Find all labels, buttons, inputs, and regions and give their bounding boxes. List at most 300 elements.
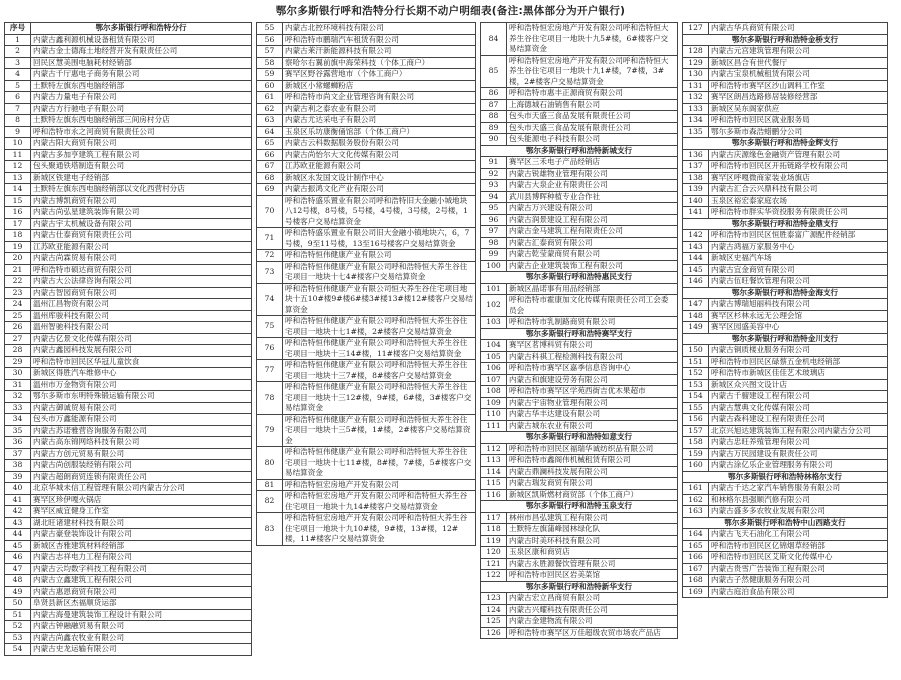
table-row <box>683 368 888 380</box>
row-index: 56 <box>257 34 283 46</box>
row-index: 118 <box>481 524 507 536</box>
row-index: 77 <box>257 360 283 382</box>
branch-section-row <box>481 272 678 284</box>
row-index: 37 <box>5 448 31 460</box>
row-index: 102 <box>481 295 507 317</box>
row-index: 135 <box>683 126 709 138</box>
table-row <box>481 283 678 295</box>
table-row <box>683 195 888 207</box>
row-index: 12 <box>5 161 31 173</box>
branch-section-row <box>683 34 888 46</box>
table-row <box>683 23 888 35</box>
account-name: 土默特左旗东西电脑经销部以文化西营村分店 <box>31 184 252 196</box>
account-name: 内蒙古华兵商贸有限公司 <box>709 23 888 35</box>
table-row <box>481 363 678 375</box>
row-index: 101 <box>481 283 507 295</box>
account-name: 内蒙古北控环境科技有限公司 <box>283 23 476 35</box>
row-index: 66 <box>257 149 283 161</box>
table-row <box>683 310 888 322</box>
table-row <box>257 149 476 161</box>
row-index: 81 <box>257 479 283 491</box>
table-row <box>683 575 888 587</box>
table-row <box>683 276 888 288</box>
table-row <box>5 632 252 644</box>
table-row <box>257 138 476 150</box>
account-name: 内蒙古尚霖贸易有限公司 <box>31 253 252 265</box>
account-name: 呼和浩特恒伟健康产业有限公司呼和浩特恒大养生谷住宅项目一地块十三14#楼，11#楼客户交易结算资金 <box>283 338 476 360</box>
table-row <box>481 134 678 146</box>
row-index: 123 <box>481 593 507 605</box>
table-row <box>683 57 888 69</box>
row-index: 63 <box>257 115 283 127</box>
table-row <box>683 414 888 426</box>
account-name: 内蒙古方行驰电子有限公司 <box>31 103 252 115</box>
row-index: 42 <box>5 506 31 518</box>
row-index: 28 <box>5 345 31 357</box>
account-name: 温州江昌物资有限公司 <box>31 299 252 311</box>
row-index: 31 <box>5 379 31 391</box>
account-name: 呼和浩特市回民区华冠儿童饮食 <box>31 356 252 368</box>
row-index: 87 <box>481 99 507 111</box>
row-index: 95 <box>481 203 507 215</box>
account-name: 内蒙古史龙运输有限公司 <box>31 644 252 656</box>
row-index: 17 <box>5 218 31 230</box>
row-index: 107 <box>481 374 507 386</box>
row-index: 14 <box>5 184 31 196</box>
column-2 <box>256 22 476 546</box>
table-row <box>5 391 252 403</box>
table-row <box>5 80 252 92</box>
account-name: 北京兴旭达建筑装饰工程有限公司内蒙古分公司 <box>709 425 888 437</box>
account-name: 内蒙古振鸿文化产业有限公司 <box>283 184 476 196</box>
table-row <box>257 69 476 81</box>
table-row <box>5 264 252 276</box>
row-index: 58 <box>257 57 283 69</box>
table-row <box>481 409 678 421</box>
table-row <box>5 425 252 437</box>
row-index: 142 <box>683 230 709 242</box>
table-row <box>481 374 678 386</box>
table-row <box>683 379 888 391</box>
row-index: 124 <box>481 604 507 616</box>
account-name: 呼和浩特市永之河商贸有限责任公司 <box>31 126 252 138</box>
row-index: 5 <box>5 80 31 92</box>
account-name: 赛罕区野谷露营地市（个体工商户） <box>283 69 476 81</box>
table-row <box>5 437 252 449</box>
account-name: 玉泉区康和商贸店 <box>507 547 678 559</box>
row-index: 130 <box>683 69 709 81</box>
row-index: 9 <box>5 126 31 138</box>
table-row <box>5 69 252 81</box>
row-index: 6 <box>5 92 31 104</box>
row-index: 22 <box>5 276 31 288</box>
table-row <box>257 161 476 173</box>
table-row <box>257 172 476 184</box>
table-row <box>5 356 252 368</box>
table-row <box>5 586 252 598</box>
account-name: 新城区小常螺蛳粉店 <box>283 80 476 92</box>
table-row <box>481 237 678 249</box>
branch-name: 鄂尔多斯银行呼和浩特中山西路支行 <box>683 517 888 529</box>
table-row <box>257 414 476 447</box>
account-name: 内蒙古万兴建设有限公司 <box>507 203 678 215</box>
row-index: 27 <box>5 333 31 345</box>
account-name: 赛罕区朗昌选路修居装修经营部 <box>709 92 888 104</box>
account-name: 湖北旺诸建材科技有限公司 <box>31 517 252 529</box>
account-name: 内蒙古博凯商贸有限公司 <box>31 195 252 207</box>
table-row <box>5 218 252 230</box>
table-row <box>257 80 476 92</box>
account-name: 内蒙古大泉企业有限责任公司 <box>507 180 678 192</box>
row-index: 146 <box>683 276 709 288</box>
table-row <box>5 276 252 288</box>
account-name: 内蒙古汇泰商贸有限公司 <box>507 237 678 249</box>
account-name: 新城区昌合有世代餐厅 <box>709 57 888 69</box>
row-index: 166 <box>683 552 709 564</box>
row-index: 156 <box>683 414 709 426</box>
account-name: 呼和浩特市鑫阁伟机械租赁有限公司 <box>507 455 678 467</box>
table-row <box>257 126 476 138</box>
branch-name: 鄂尔多斯银行呼和浩特金桥支行 <box>683 34 888 46</box>
account-name: 内蒙古鑫园科技发展有限公司 <box>31 345 252 357</box>
table-row <box>5 609 252 621</box>
account-name: 呼和浩特市霍康加文化传媒有限责任公司工会委员会 <box>507 295 678 317</box>
account-name: 内蒙古钟融融贸易有限公司 <box>31 621 252 633</box>
account-name: 内蒙古尚创服装经销有限公司 <box>31 460 252 472</box>
row-index: 126 <box>481 627 507 639</box>
branch-name: 鄂尔多斯银行呼和浩特金川支行 <box>683 333 888 345</box>
table-column-4 <box>682 22 888 598</box>
account-name: 内蒙古阳大商贸有限公司 <box>31 138 252 150</box>
row-index: 140 <box>683 195 709 207</box>
row-index: 33 <box>5 402 31 414</box>
account-name: 温州市万金物资有限公司 <box>31 379 252 391</box>
account-name: 呼和浩特恒宏房地产开发有限公司呼和浩特恒大养生谷住宅项目一地块十九10#楼，9#楼，13#楼，12#楼，11#楼客户交易结算资金 <box>283 513 476 546</box>
account-name: 内蒙古利之泰农业有限公司 <box>283 103 476 115</box>
account-name: 土默特左旗东西电脑经销部 <box>31 80 252 92</box>
row-index: 104 <box>481 340 507 352</box>
table-row <box>5 552 252 564</box>
table-row <box>5 322 252 334</box>
row-index: 111 <box>481 420 507 432</box>
account-name: 内蒙古金士德海土地经营开发有限责任公司 <box>31 46 252 58</box>
account-name: 包头市万鑫能源有限公司 <box>31 414 252 426</box>
account-name: 内蒙古智园商贸有限公司 <box>31 287 252 299</box>
row-index: 122 <box>481 570 507 582</box>
table-row <box>481 168 678 180</box>
account-name: 呼和浩特市赛罕区万佳超级农贸市场农产品店 <box>507 627 678 639</box>
branch-name: 鄂尔多斯银行呼和浩特新城支行 <box>481 145 678 157</box>
account-name: 新城区众兴图文设计店 <box>709 379 888 391</box>
column-3-rows <box>481 23 678 639</box>
table-row <box>5 402 252 414</box>
account-name: 内蒙古永胜源餐饮管理有限公司 <box>507 558 678 570</box>
account-name: 内蒙古元宫建筑管理有限公司 <box>709 46 888 58</box>
row-index: 3 <box>5 57 31 69</box>
row-index: 7 <box>5 103 31 115</box>
account-name: 内蒙古莱汗新能源科技有限公司 <box>283 46 476 58</box>
row-index: 44 <box>5 529 31 541</box>
table-row <box>5 287 252 299</box>
account-name: 呼和浩特恒伟健康产业有限公司呼和浩特恒大养生谷住宅项目一地块十七11#楼，8#楼，7#楼，5#楼客户交易结算资金 <box>283 447 476 480</box>
account-name: 内蒙古庭泊食品有限公司 <box>709 586 888 598</box>
table-row <box>257 195 476 228</box>
table-row <box>481 420 678 432</box>
row-index: 43 <box>5 517 31 529</box>
account-name: 呼和浩特恒伟健康产业有限公司呼和浩特恒大养生谷住宅项目一地块十七4#楼客户交易结算资金 <box>283 261 476 283</box>
table-row <box>257 261 476 283</box>
account-name: 呼和浩特市回民区艾斯文化传媒中心 <box>709 552 888 564</box>
table-row <box>481 122 678 134</box>
account-name: 内蒙古高东锦网络科技有限公司 <box>31 437 252 449</box>
account-name: 内蒙古城东农业有限公司 <box>507 420 678 432</box>
account-name: 呼和浩特市回民区碌蔡五金机电经销部 <box>709 356 888 368</box>
row-index: 91 <box>481 157 507 169</box>
account-name: 内蒙古尚鑫农牧业有限公司 <box>31 632 252 644</box>
row-index: 64 <box>257 126 283 138</box>
account-name: 赛罕区园盛美容中心 <box>709 322 888 334</box>
account-name: 赛罕区威宜健身工作室 <box>31 506 252 518</box>
branch-section-row <box>683 138 888 150</box>
column-1-rows <box>5 34 252 655</box>
account-name: 林州市昌弘建筑工程有限公司 <box>507 512 678 524</box>
account-name: 内蒙古力量电子有限公司 <box>31 92 252 104</box>
row-index: 159 <box>683 448 709 460</box>
table-row <box>481 535 678 547</box>
table-row <box>481 478 678 490</box>
row-index: 154 <box>683 391 709 403</box>
row-index: 45 <box>5 540 31 552</box>
row-index: 46 <box>5 552 31 564</box>
account-name: 内蒙古宇太机械设备有限公司 <box>31 218 252 230</box>
account-name: 内蒙古慧典文化传媒有限公司 <box>709 402 888 414</box>
table-row <box>5 57 252 69</box>
account-name: 温州库骏科技有限公司 <box>31 310 252 322</box>
account-name: 内蒙古苏诺雅营咨询服务有限公司 <box>31 425 252 437</box>
row-index: 35 <box>5 425 31 437</box>
row-index: 88 <box>481 111 507 123</box>
account-name: 呼和浩特市回民区福瑞华诚纺织品有限公司 <box>507 443 678 455</box>
row-index: 129 <box>683 57 709 69</box>
table-row <box>481 214 678 226</box>
row-index: 15 <box>5 195 31 207</box>
row-index: 50 <box>5 598 31 610</box>
column-3 <box>480 22 678 639</box>
table-row <box>5 471 252 483</box>
table-row <box>683 402 888 414</box>
row-index: 152 <box>683 368 709 380</box>
table-row <box>481 604 678 616</box>
page-title: 鄂尔多斯银行呼和浩特分行长期不动户明细表(备注:黑体部分为开户银行) <box>275 5 626 17</box>
account-name: 呼和浩特盛乐置业有限公司呼和浩特旧大金融小城地块八12号楼，8号楼，5号楼，4号楼，3号楼，2号楼，1号楼客户交易结算资金 <box>283 195 476 228</box>
account-name: 北京华城未信工程管理有限公司内蒙古分公司 <box>31 483 252 495</box>
table-row <box>683 241 888 253</box>
account-name: 赛罕区三禾电子产品经销店 <box>507 157 678 169</box>
account-name: 玉泉区乐坊康衡俑馆部（个体工商户） <box>283 126 476 138</box>
account-name: 呼和浩特市回民区岩美菜馆 <box>507 570 678 582</box>
table-row <box>5 230 252 242</box>
table-row <box>683 494 888 506</box>
account-name: 内蒙古志祥电力工程有限公司 <box>31 552 252 564</box>
row-index: 80 <box>257 447 283 480</box>
row-index: 51 <box>5 609 31 621</box>
row-index: 25 <box>5 310 31 322</box>
account-name: 新城区凯斯燃材商贸部（个体工商户） <box>507 489 678 501</box>
account-name: 包头市天盛三食品发展有限责任公司 <box>507 111 678 123</box>
row-index: 11 <box>5 149 31 161</box>
table-row <box>5 241 252 253</box>
table-row <box>683 563 888 575</box>
row-index: 165 <box>683 540 709 552</box>
row-index: 10 <box>5 138 31 150</box>
account-name: 呼和浩特恒伟健康产业有限公司 <box>283 250 476 262</box>
table-row <box>481 191 678 203</box>
row-index: 151 <box>683 356 709 368</box>
row-index: 116 <box>481 489 507 501</box>
table-row <box>683 299 888 311</box>
row-index: 161 <box>683 483 709 495</box>
branch-name: 鄂尔多斯银行呼和浩特惠民支行 <box>481 272 678 284</box>
row-index: 99 <box>481 249 507 261</box>
table-row <box>5 46 252 58</box>
table-row <box>5 540 252 552</box>
account-name: 和林格尔县强顺汽修有限公司 <box>709 494 888 506</box>
branch-section-row <box>481 501 678 513</box>
table-row <box>5 195 252 207</box>
account-name: 内蒙古汇合云兴鼎科技有限公司 <box>709 184 888 196</box>
account-name: 呼和浩特市回民区就业服务局 <box>709 115 888 127</box>
table-row <box>5 184 252 196</box>
row-index: 94 <box>481 191 507 203</box>
account-name: 新城区杏雅建筑材料经销部 <box>31 540 252 552</box>
table-row <box>257 360 476 382</box>
table-row <box>5 494 252 506</box>
account-name: 赛罕区呼嘎微商家装业场旗店 <box>709 172 888 184</box>
row-index: 109 <box>481 397 507 409</box>
row-index: 65 <box>257 138 283 150</box>
row-index: 128 <box>683 46 709 58</box>
row-index: 85 <box>481 55 507 88</box>
table-row <box>5 575 252 587</box>
table-column-3 <box>480 22 678 639</box>
account-name: 呼和浩特市赛罕区沙山调料工作室 <box>709 80 888 92</box>
row-index: 38 <box>5 460 31 472</box>
branch-name: 鄂尔多斯银行呼和浩特林格尔支行 <box>683 471 888 483</box>
account-name: 呼和浩特恒宏房地产开发有限公司呼和浩特恒大养生谷住宅项目一地块十九1#楼，7#楼，3#楼，2#楼客户交易结算资金 <box>507 55 678 88</box>
table-row <box>257 382 476 415</box>
account-name: 内蒙古贵雪广告装饰工程有限公司 <box>709 563 888 575</box>
table-row <box>481 512 678 524</box>
account-name: 内蒙古海曼建筑装饰工程设计有限公司 <box>31 609 252 621</box>
table-row <box>683 391 888 403</box>
row-index: 112 <box>481 443 507 455</box>
branch-name: 鄂尔多斯银行呼和浩特如意支行 <box>481 432 678 444</box>
row-index: 53 <box>5 632 31 644</box>
table-column-1 <box>4 22 252 656</box>
table-row <box>481 524 678 536</box>
row-index: 145 <box>683 264 709 276</box>
column-4-rows <box>683 23 888 598</box>
row-index: 36 <box>5 437 31 449</box>
index-header: 序号 <box>5 23 31 35</box>
account-name: 呼和浩特市惠丰正源商贸有限公司 <box>507 88 678 100</box>
row-index: 153 <box>683 379 709 391</box>
table-row <box>683 172 888 184</box>
table-row <box>481 203 678 215</box>
table-row <box>5 345 252 357</box>
account-name: 内蒙古和旗建设劳务有限公司 <box>507 374 678 386</box>
row-index: 84 <box>481 23 507 56</box>
table-row <box>481 226 678 238</box>
row-index: 30 <box>5 368 31 380</box>
table-row <box>683 207 888 219</box>
account-name: 鄂尔多斯市东明特殊锻运输有限公司 <box>31 391 252 403</box>
account-name: 呼和浩特市乳制路商贸有限公司 <box>507 317 678 329</box>
row-index: 117 <box>481 512 507 524</box>
table-row <box>683 230 888 242</box>
row-index: 120 <box>481 547 507 559</box>
row-index: 98 <box>481 237 507 249</box>
tables-container <box>0 22 901 656</box>
table-row <box>683 46 888 58</box>
account-name: 呼和浩特市赛罕区学苑西街吉优木果超市 <box>507 386 678 398</box>
row-index: 97 <box>481 226 507 238</box>
account-name: 赛罕区杉林永远无公理会馆 <box>709 310 888 322</box>
row-index: 134 <box>683 115 709 127</box>
row-index: 169 <box>683 586 709 598</box>
table-row <box>257 479 476 491</box>
row-index: 108 <box>481 386 507 398</box>
branch-section-row <box>481 581 678 593</box>
row-index: 13 <box>5 172 31 184</box>
table-row <box>683 253 888 265</box>
account-name: 内蒙古宝泉机械租赁有限公司 <box>709 69 888 81</box>
table-row <box>481 157 678 169</box>
account-name: 呼和浩特市胖实华资投服务有限责任公司 <box>709 207 888 219</box>
account-name: 内蒙古鼎澜科技发展有限公司 <box>507 466 678 478</box>
table-row <box>683 425 888 437</box>
row-index: 150 <box>683 345 709 357</box>
account-name: 内蒙古豪登装饰设计有限公司 <box>31 529 252 541</box>
row-index: 60 <box>257 80 283 92</box>
table-row <box>5 126 252 138</box>
account-name: 内蒙古忠旺养殖管理有限公司 <box>709 437 888 449</box>
account-name: 新城区晶诺事有用品经销部 <box>507 283 678 295</box>
row-index: 96 <box>481 214 507 226</box>
table-row <box>257 447 476 480</box>
table-row <box>5 621 252 633</box>
account-name: 新城区吴东阁家供应 <box>709 103 888 115</box>
account-name: 江苏欧亚能源有限公司 <box>283 161 476 173</box>
account-name: 内蒙古森科建设工程有限责任公司 <box>709 414 888 426</box>
table-row <box>683 356 888 368</box>
account-name: 内蒙古涂亿乐企业管理服务有限公司 <box>709 460 888 472</box>
table-row <box>481 593 678 605</box>
table-row <box>5 207 252 219</box>
table-row <box>683 345 888 357</box>
row-index: 41 <box>5 494 31 506</box>
table-row <box>5 368 252 380</box>
table-row <box>5 115 252 127</box>
table-row <box>683 483 888 495</box>
table-row <box>257 184 476 196</box>
row-index: 40 <box>5 483 31 495</box>
row-index: 52 <box>5 621 31 633</box>
table-row <box>5 172 252 184</box>
row-index: 163 <box>683 506 709 518</box>
row-index: 162 <box>683 494 709 506</box>
account-name: 呼和浩特市回民区亿锦烟草经销部 <box>709 540 888 552</box>
